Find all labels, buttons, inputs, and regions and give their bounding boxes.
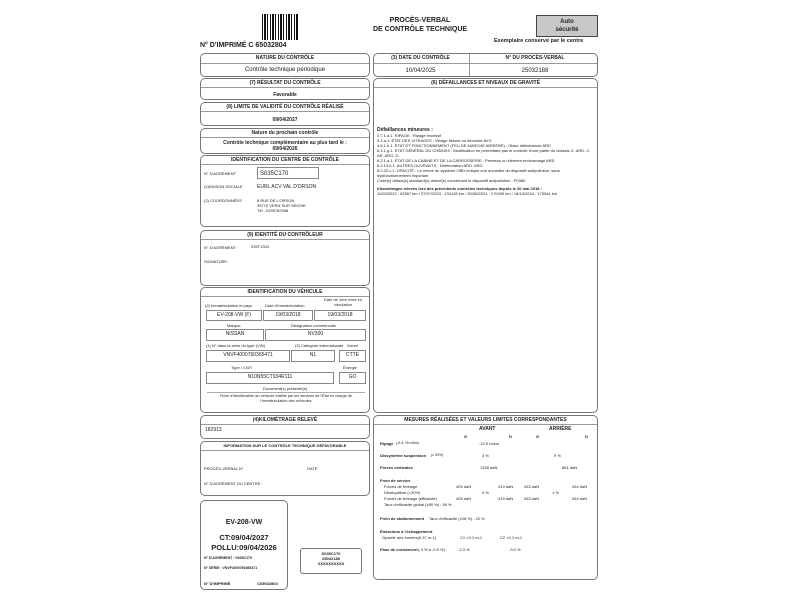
signature-label: SIGNATURE : (204, 259, 230, 264)
doc-title: PROCÈS-VERBAL DE CONTRÔLE TECHNIQUE (372, 17, 468, 33)
sticker-pollu: POLLU:09/04/2026 (211, 543, 277, 552)
energie-value: GO (339, 372, 366, 384)
centre-coord-label: (2) COORDONNÉES (204, 198, 242, 203)
faux-label: Faux de croisement (380, 547, 418, 552)
sticker-imprime: C65032804 (257, 581, 278, 586)
sticker-box (200, 500, 288, 590)
info-pv-label: PROCÈS-VERBAL N° (204, 466, 244, 471)
pv-value: 25032188 (521, 68, 549, 74)
first-reg-label: Date d'immatriculation (265, 303, 305, 308)
date-pv-box (373, 53, 598, 77)
col-avd: D (509, 434, 512, 439)
centre-agrement: S035C170 (257, 167, 319, 179)
controleur-agrement-label: N° D'AGRÉMENT : (204, 245, 239, 250)
dissym-arriere: 9 % (554, 453, 561, 458)
col-avg: G (464, 434, 468, 439)
faux-d: -3.0 % (509, 547, 521, 552)
circ-label: Date de 1ère mise en circulation (323, 297, 363, 307)
defect-line: Code(s) défaut(s) standard(s) relevé(s) concernant le dispositif antipollution : P0380 (377, 178, 526, 183)
col-arg: G (536, 434, 540, 439)
next-control-label: Nature du prochain contrôle (251, 130, 319, 136)
dissym-label: Dissymétrie suspension (380, 453, 427, 458)
info-agrement-label: N° D'AGRÉMENT DU CENTRE : (204, 481, 263, 486)
controleur-agrement: 035T1303 (251, 244, 270, 249)
circ-value: 19/03/2018 (314, 310, 366, 321)
des-avant: 4 % (482, 490, 489, 495)
defect-line: 2.7.1.a.1. RIPAGE : Ripage excessif (377, 133, 442, 138)
result-box (200, 78, 370, 100)
type-value: N10N55CT934R111 (206, 372, 334, 384)
designation-value: NV300 (265, 329, 366, 341)
defect-line: 4.6.1.b.1. ÉTAT ET FONCTIONNEMENT (FEU DE MARCHE ARRIÈRE) : Glace défectueuse ARD (377, 143, 551, 148)
opacite-c2: C2 <0.1 m-1 (500, 535, 523, 540)
km-label: (4)KILOMÉTRAGE RELEVÉ (252, 417, 318, 423)
arriere-label: ARRIÈRE (549, 426, 572, 432)
stamp-line3: XXXXXXXXXX (317, 561, 345, 566)
info-date-label: DATE (307, 466, 318, 471)
defects-label: (6) DÉFAILLANCES ET NIVEAUX DE GRAVITÉ (431, 80, 540, 86)
vin-value: VNVF4000760365471 (206, 350, 290, 362)
result-label: (7) RÉSULTAT DU CONTRÔLE (249, 80, 321, 86)
faux-g: -2.3 % (458, 547, 470, 552)
centre-address: 8 RUE DE L'ORSON 35770 VERN SUR SEICHE Tél : 0299782958 (257, 198, 306, 213)
print-number: N° D'IMPRIMÉ C 65032804 (200, 42, 287, 49)
dissym-limit: (≤ 30%) (431, 453, 444, 457)
designation-label: Désignation commerciale (291, 323, 336, 328)
avant-label: AVANT (479, 426, 496, 432)
taux-global: Taux d'efficacité global (≥50 %) : 59 % (384, 502, 452, 507)
validity-value: 09/04/2027 (272, 117, 298, 123)
marque-label: Marque (227, 323, 241, 328)
forces-arriere: 861 daN (562, 465, 578, 470)
forces-eff-label: Forces de freinage (efficacité) (384, 496, 437, 501)
frein-stat-label: Frein de stationnement (380, 516, 425, 521)
f2-avg: 405 daN (456, 496, 472, 501)
vehicle-box (200, 287, 370, 413)
nature-box (200, 53, 370, 77)
faux-limit: (-3 % à -0.5 %) : (418, 547, 448, 552)
info-defavorable-box (200, 441, 370, 496)
genre-label: Genre (347, 343, 359, 348)
date-value: 10/04/2025 (405, 68, 436, 74)
centre-stamp (300, 548, 362, 574)
col-ard: D (585, 434, 588, 439)
stamp-line2: 25032188 (322, 556, 340, 561)
km-history-title: Kilométrages relevés lors des précédents contrôles techniques depuis le 20 mai 2018 : (377, 186, 542, 191)
centre-raison: EURL ACV VAL D'ORSON (257, 184, 317, 190)
f1-avd: 419 daN (498, 484, 514, 489)
measures-label: MESURES RÉALISÉES ET VALEURS LIMITES CORRESPONDANTES (404, 417, 567, 423)
controleur-box (200, 230, 370, 286)
f2-ard: 264 daN (572, 496, 588, 501)
defect-line: 6.2.13.b.1. AUTRES OUVRANTS : Détérioration ARD. ARG (377, 163, 483, 168)
measures-box (373, 415, 598, 580)
immat-value: EV-208-VW (F) (206, 310, 262, 321)
cat-label: (3) Catégorie internationale (295, 343, 344, 348)
cat-value: N1 (291, 350, 335, 362)
controleur-label: (9) IDENTITÉ DU CONTRÔLEUR (247, 232, 323, 238)
next-control-date: 09/04/2026 (272, 146, 298, 152)
centre-label: IDENTIFICATION DU CENTRE DE CONTRÔLE (231, 157, 339, 163)
frein-service-label: Frein de service (380, 478, 411, 483)
sticker-plate: EV-208-VW (225, 519, 263, 526)
energie-label: Énergie (343, 365, 357, 370)
stamp-line1: S035C170 (321, 551, 341, 556)
next-control-box (200, 128, 370, 154)
barcode (262, 14, 298, 40)
vin-label: (1) N° dans la série du type (VIN) (206, 343, 265, 348)
frein-stat-value: Taux d'efficacité (≥18 %) : 22 % (429, 516, 485, 521)
km-history: 11/03/2022 : 92567 km / 07/07/2023 : 133128 km / 30/08/2024 : 170490 km / 18/10/2024 : 175044 km (377, 191, 558, 196)
sticker-agrement: N° D'AGRÉMENT : S035C170 (204, 556, 252, 560)
sticker-serie: N° SÉRIE : VNVF4000760365471 (204, 566, 258, 570)
centre-box (200, 155, 370, 227)
f1-avg: 405 daN (456, 484, 472, 489)
des-arriere: 1 % (552, 490, 559, 495)
validity-box (200, 102, 370, 126)
km-value: 182913 (205, 427, 222, 433)
sticker-ct: CT:09/04/2027 (219, 533, 269, 542)
f2-avd: 419 daN (498, 496, 514, 501)
immat-label: (2) Immatriculation et pays (205, 303, 253, 308)
defects-box (373, 78, 598, 413)
marque-value: NISSAN (206, 329, 264, 341)
ripage-value: -12.9 m/km (479, 441, 500, 446)
defect-line: 3.1.a.1. ÉTAT DES VITRAGES : Vitrage fissuré ou décoloré AVG (377, 138, 492, 143)
minor-title: Défaillances mineures : (377, 127, 433, 133)
km-box (200, 415, 370, 439)
validity-label: (8) LIMITE DE VALIDITÉ DU CONTRÔLE RÉALISÉ (226, 104, 344, 110)
nature-value: Contrôle technique périodique (244, 67, 326, 73)
opacite-c1: C1 <0.1 m-1 (460, 535, 483, 540)
ripage-label: Ripage (380, 441, 394, 446)
sticker-imprime-label: N° D'IMPRIMÉ (204, 581, 231, 586)
genre-value: CTTE (339, 350, 366, 362)
defects-list (377, 133, 593, 196)
f1-arg: 263 daN (524, 484, 540, 489)
result-value: Favorable (273, 92, 297, 98)
info-title: INFORMATION SUR LE CONTRÔLE TECHNIQUE DÉFAVORABLE (223, 443, 347, 448)
ripage-limit: (-8 & +8 m/km) (396, 441, 420, 445)
centre-agrement-label: N° D'AGRÉMENT (204, 171, 236, 176)
defect-line: 6.1.1.g.1. ÉTAT GÉNÉRAL DU CHÂSSIS : Modification ne permettant pas le contrôle d'une partie du châssis G. ARD. C. AR. ARG. D. (377, 148, 591, 158)
type-label: Type / CNIT (231, 365, 253, 370)
f1-ard: 264 daN (572, 484, 588, 489)
next-control-text: Contrôle technique complémentaire au plus tard le : (223, 140, 347, 146)
docs-label: Document(s) présenté(s) (262, 386, 308, 391)
defect-line: 8.2.22.c.1. OPACITÉ : Le relevé du système OBD indique une anomalie du dispositif antipollution, sans dysfonctionnement important (377, 168, 560, 178)
dissym-avant: 3 % (482, 453, 489, 458)
date-label: (3) DATE DU CONTRÔLE (391, 55, 450, 61)
desequilibre-label: Déséquilibre (<20%) (384, 490, 421, 495)
vehicle-label: IDENTIFICATION DU VÉHICULE (247, 289, 323, 295)
f2-arg: 263 daN (524, 496, 540, 501)
first-reg-value: 19/03/2018 (263, 310, 313, 321)
centre-raison-label: (1)RAISON SOCIALE (204, 184, 243, 189)
forces-freinage-label: Forces de freinage (384, 484, 418, 489)
auto-securite-badge: Auto sécurité (536, 15, 598, 37)
pv-label: N° DU PROCÈS-VERBAL (505, 55, 565, 61)
copy-note: Exemplaire conservé par le centre (494, 38, 584, 44)
forces-label: Forces verticales (380, 465, 413, 470)
docs-value: Fiche d'identification du véhicule établie par les services de l'État en charge de l'immatriculation des véhicules (207, 392, 365, 404)
emissions-label: Émissions à l'échappement (380, 529, 433, 534)
forces-avant: 1328 daN (480, 465, 498, 470)
opacite-label: Opacité des fumées(0.37 m-1) (382, 535, 437, 540)
defect-line: 6.2.1.a.1. ÉTAT DE LA CABINE ET DE LA CARROSSERIE : Panneau ou élément endommagé ARD (377, 158, 555, 163)
nature-label: NATURE DU CONTRÔLE (255, 55, 315, 61)
